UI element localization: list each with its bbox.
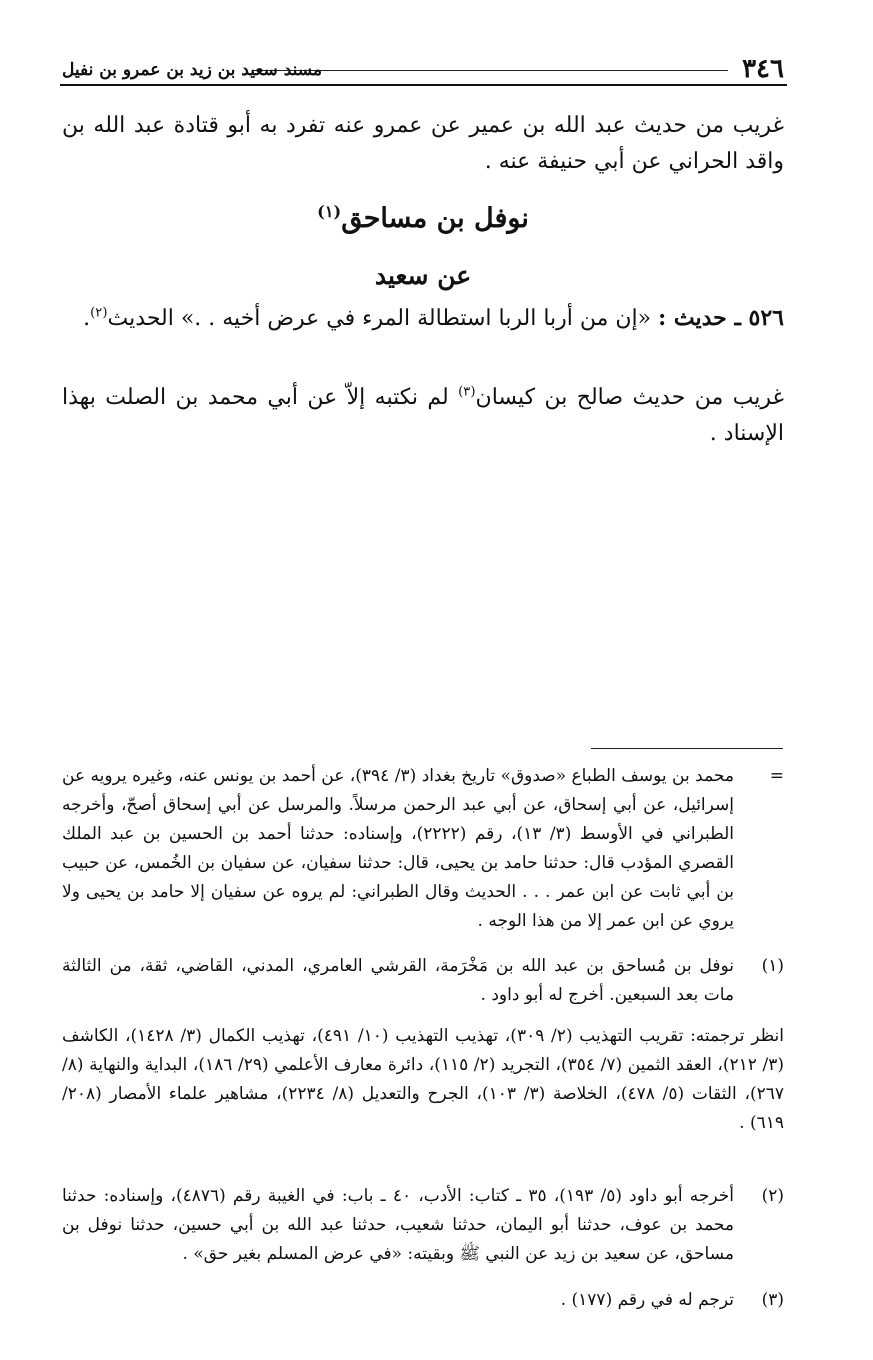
footnote-1 [62, 952, 784, 1010]
hadith-footnote-ref: (٢) [90, 305, 108, 321]
running-header [62, 52, 784, 86]
footnote-3 [62, 1286, 784, 1315]
footnote-1-text: نوفل بن مُساحق بن عبد الله بن مَخْرَمة، القرشي العامري، المدني، القاضي، ثقة، من الثالثة مات بعد السبعين. أخرج له أبو داود . [62, 956, 734, 1005]
comment-part-2: لم نكتبه إلاّ عن أبي محمد بن الصلت بهذا الإسناد . [62, 385, 784, 446]
comment-footnote-ref: (٣) [458, 384, 476, 400]
comment-part-1: غريب من حديث صالح بن كيسان [475, 385, 785, 410]
heading-narrator-text: نوفل بن مساحق [341, 203, 529, 234]
footnote-2-marker: (٢) [761, 1186, 784, 1206]
hadith-text: «إن من أربا الربا استطالة المرء في عرض أخيه . .» الحديث [107, 306, 652, 331]
footnote-continued [62, 762, 784, 936]
footnote-3-marker: (٣) [761, 1290, 784, 1310]
footnote-separator [591, 748, 783, 749]
header-rule [60, 84, 787, 86]
footnote-2 [62, 1182, 784, 1269]
footnote-continued-marker: = [769, 766, 784, 786]
footnote-1-marker: (١) [761, 956, 784, 976]
hadith-end: . [83, 306, 91, 331]
footnote-2-text: أخرجه أبو داود (٥/ ١٩٣)، ٣٥ ـ كتاب: الأدب، ٤٠ ـ باب: في الغيبة رقم (٤٨٧٦)، وإسناده: حدثنا محمد بن عوف، حدثنا أبو اليمان، حدثنا شعيب، حدثنا عبد الله بن أبي حسين، حدثنا نوفل بن مساحق، عن سعيد بن زيد عن النبي ﷺ وبقيته: «في عرض المسلم بغير حق» . [62, 1186, 734, 1264]
footnote-1-sources [62, 1022, 784, 1138]
paragraph-1: غريب من حديث عبد الله بن عمير عن عمرو عنه تفرد به أبو قتادة عبد الله بن واقد الحراني عن أبي حنيفة عنه . [62, 113, 784, 174]
hadith-paragraph [62, 300, 784, 337]
comment-paragraph [62, 380, 784, 452]
heading-narrator [62, 196, 784, 242]
footnote-3-text: ترجم له في رقم (١٧٧) . [560, 1290, 734, 1310]
footnote-continued-text: محمد بن يوسف الطباع «صدوق» تاريخ بغداد (٣/ ٣٩٤)، عن أحمد بن يونس عنه، وغيره يرويه عن إسرائيل، عن أبي إسحاق، عن أبي عبد الرحمن مرسلاً. والمرسل عن أبي إسحاق أصحّ، وأخرجه الطبراني في الأوسط (٣/ ١٣)، رقم (٢٢٢٢)، وإسناده: حدثنا أحمد بن الحسين بن عبد الملك القصري المؤدب قال: حدثنا حامد بن يحيى، قال: حدثنا سفيان، عن سفيان بن الخُمس، عن حبيب بن أبي ثابت عن ابن عمر . . . الحديث وقال الطبراني: لم يروه عن سفيان إلا حامد بن يحيى ولا يروي عن ابن عمر إلا من هذا الوجه . [62, 766, 734, 931]
running-title: مسند سعيد بن زيد بن عمرو بن نفيل [62, 60, 323, 80]
heading-footnote-ref: (١) [317, 202, 342, 221]
heading-from: عن سعيد [374, 261, 472, 290]
page-number: ٣٤٦ [742, 54, 784, 84]
header-dash-line [252, 70, 728, 71]
hadith-number: ٥٢٦ ـ حديث : [658, 305, 784, 331]
footnote-1-sources-text: انظر ترجمته: تقريب التهذيب (٢/ ٣٠٩)، تهذيب التهذيب (١٠/ ٤٩١)، تهذيب الكمال (٣/ ١٤٢٨)، الكاشف (٣/ ٢١٢)، العقد الثمين (٧/ ٣٥٤)، التجريد (٢/ ١١٥)، دائرة معارف الأعلمي (٢٩/ ١٨٦)، البداية والنهاية (٨/ ٢٦٧)، الثقات (٥/ ٤٧٨)، الخلاصة (٣/ ١٠٣)، الجرح والتعديل (٨/ ٢٢٣٤)، مشاهير علماء الأمصار (٢٠٨/ ٦١٩) . [62, 1026, 785, 1133]
